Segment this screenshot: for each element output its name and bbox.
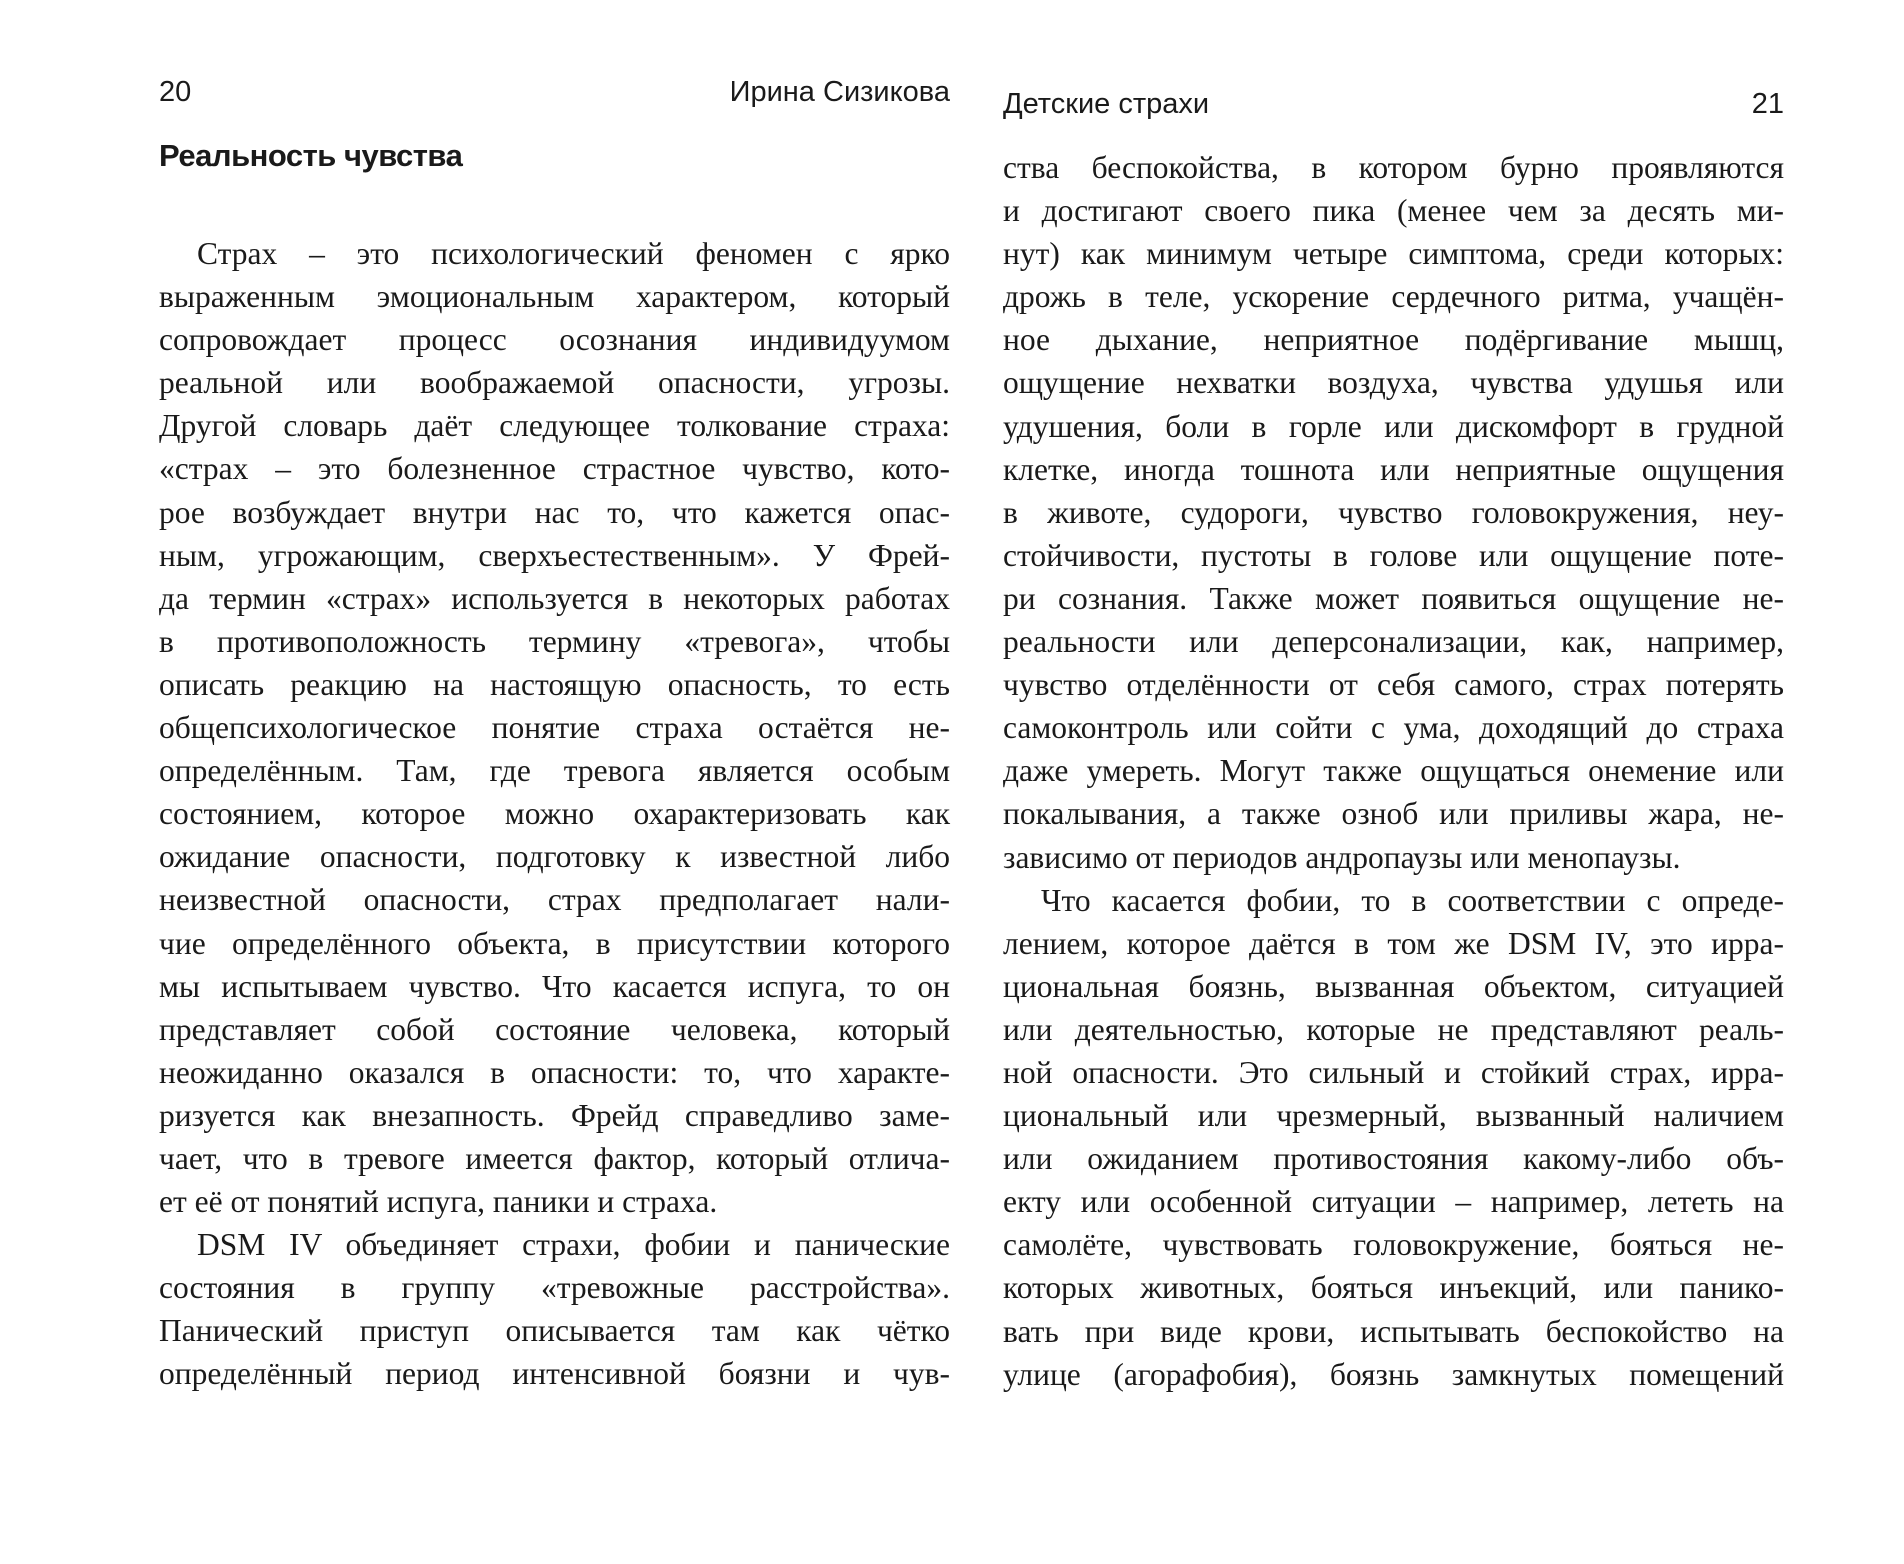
text-line: чает, что в тревоге имеется фактор, который отлича- (159, 1140, 950, 1176)
text-line: самолёте, чувствовать головокружение, бояться не- (1003, 1227, 1784, 1263)
text-line: ным, угрожающим, сверхъестественным». У Фрей- (159, 537, 950, 573)
text-line: стойчивости, пустоты в голове или ощущение поте- (1003, 537, 1784, 573)
text-line: клетке, иногда тошнота или неприятные ощущения (1003, 451, 1784, 487)
text-line: зависимо от периодов андропаузы или менопаузы. (1003, 839, 1681, 875)
text-line: рое возбуждает внутри нас то, что кажется опас- (159, 494, 950, 530)
text-line: реальности или деперсонализации, как, например, (1003, 624, 1784, 660)
text-line: определённым. Там, где тревога является особым (159, 753, 950, 789)
text-line: ной опасности. Это сильный и стойкий страх, ирра- (1003, 1054, 1784, 1090)
left-page-body (159, 232, 950, 1396)
right-page-body (1003, 146, 1784, 1396)
text-line: выраженным эмоциональным характером, который (159, 279, 950, 315)
text-line: чувство отделённости от себя самого, страх потерять (1003, 667, 1784, 703)
text-line: самоконтроль или сойти с ума, доходящий до страха (1003, 710, 1784, 746)
text-line: циональный или чрезмерный, вызванный наличием (1003, 1098, 1784, 1134)
text-line: определённый период интенсивной боязни и чув- (159, 1356, 950, 1392)
left-page-number: 20 (159, 76, 192, 108)
text-line: Страх – это психологический феномен с ярко (197, 236, 950, 271)
text-line: состояния в группу «тревожные расстройства». (159, 1270, 950, 1306)
text-line: ри сознания. Также может появиться ощущение не- (1003, 580, 1784, 616)
text-line: неизвестной опасности, страх предполагает нали- (159, 882, 950, 918)
text-line: нут) как минимум четыре симптома, среди которых: (1003, 236, 1784, 272)
text-line: DSM IV объединяет страхи, фобии и панические (197, 1227, 950, 1263)
text-line: в животе, судороги, чувство головокружения, неу- (1003, 494, 1784, 530)
text-line: или ожиданием противостояния какому-либо объ- (1003, 1141, 1784, 1177)
text-line: Что касается фобии, то в соответствии с опреде- (1041, 882, 1784, 918)
text-line: в противоположность термину «тревога», чтобы (159, 623, 950, 659)
text-line: даже умереть. Могут также ощущаться онемение или (1003, 753, 1784, 789)
text-line: Панический приступ описывается там как чётко (159, 1313, 950, 1349)
text-line: реальной или воображаемой опасности, угрозы. (159, 365, 950, 401)
text-line: ное дыхание, неприятное подёргивание мышц, (1003, 322, 1784, 358)
text-line: циональная боязнь, вызванная объектом, ситуацией (1003, 968, 1784, 1004)
text-line: покалывания, а также озноб или приливы жара, не- (1003, 796, 1784, 832)
text-line: Другой словарь даёт следующее толкование страха: (159, 408, 950, 444)
text-line: ризуется как внезапность. Фрейд справедливо заме- (159, 1097, 950, 1133)
text-line: представляет собой состояние человека, который (159, 1011, 950, 1047)
text-line: ожидание опасности, подготовку к известной либо (159, 839, 950, 875)
text-line: ощущение нехватки воздуха, чувства удушья или (1003, 365, 1784, 401)
section-heading: Реальность чувства (159, 138, 463, 173)
text-line: которых животных, бояться инъекций, или панико- (1003, 1270, 1784, 1306)
text-line: дрожь в теле, ускорение сердечного ритма, учащён- (1003, 279, 1784, 315)
text-line: сопровождает процесс осознания индивидуумом (159, 322, 950, 358)
text-line: и достигают своего пика (менее чем за десять ми- (1003, 193, 1784, 229)
text-line: чие определённого объекта, в присутствии которого (159, 925, 950, 961)
text-line: мы испытываем чувство. Что касается испуга, то он (159, 968, 950, 1004)
text-line: вать при виде крови, испытывать беспокойство на (1003, 1313, 1784, 1349)
text-line: описать реакцию на настоящую опасность, то есть (159, 666, 950, 702)
text-line: «страх – это болезненное страстное чувство, кото- (159, 451, 950, 487)
text-line: неожиданно оказался в опасности: то, что характе- (159, 1054, 950, 1090)
text-line: общепсихологическое понятие страха остаётся не- (159, 710, 950, 746)
text-line: ет её от понятий испуга, паники и страха. (159, 1184, 718, 1220)
right-page-number: 21 (1751, 88, 1784, 120)
text-line: или деятельностью, которые не представляют реаль- (1003, 1011, 1784, 1047)
right-running-head: Детские страхи (1003, 88, 1210, 120)
text-line: да термин «страх» используется в некоторых работах (159, 580, 950, 616)
left-running-head: Ирина Сизикова (729, 76, 950, 108)
text-line: ства беспокойства, в котором бурно проявляются (1003, 150, 1784, 185)
text-line: лением, которое даётся в том же DSM IV, это ирра- (1003, 925, 1784, 961)
text-line: улице (агорафобия), боязнь замкнутых помещений (1003, 1356, 1784, 1392)
text-line: екту или особенной ситуации – например, лететь на (1003, 1184, 1784, 1220)
text-line: удушения, боли в горле или дискомфорт в грудной (1003, 408, 1784, 444)
text-line: состоянием, которое можно охарактеризовать как (159, 796, 950, 832)
